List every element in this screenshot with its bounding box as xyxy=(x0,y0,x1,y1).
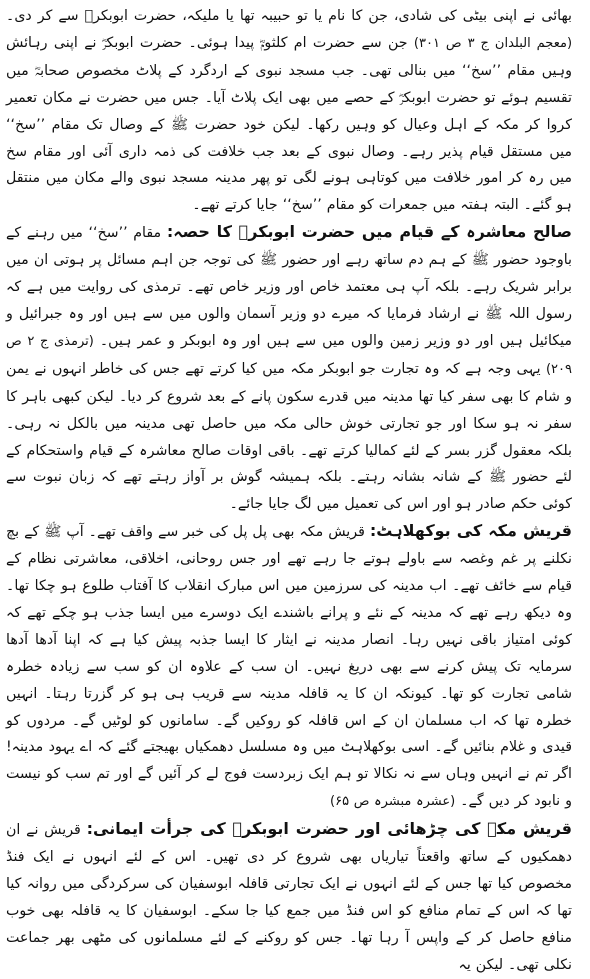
section-heading-quraish-bokhlahat: قریش مکہ کی بوکھلاہٹ: xyxy=(369,521,572,541)
paragraph-4 xyxy=(6,816,572,978)
paragraph-3-text: قریش مکہ بھی پل پل کی خبر سے واقف تھے۔ آپ ﷺ کے بچ نکلنے پر غم وغصہ سے باولے ہوتے جا رہے تھے اور جس روحانی، اخلاقی، معاشرتی نظام کے قیام سے خائف تھے۔ اب مدینہ کی سرزمین میں اس مبارک انقلاب کا آفتاب طلوع ہو چکا تھا۔ وہ دیکھ رہے تھے کہ مدینہ کے نئے و پرانے باشندے ایک دوسرے میں ایسا جذب ہو چکے تھے کہ کوئی امتیاز باقی نہیں رہا۔ انصار مدینہ نے ایثار کا ایسا جذبہ پیش کیا ہے کہ اپنا آدھا آدھا سرمایہ تک پیش کرنے سے بھی دریغ نہیں۔ ان سب کے علاوہ ان کو سب سے زیادہ خطرہ شامی تجارت کو تھا۔ کیونکہ ان کا یہ قافلہ مدینہ سے قریب ہی ہو کر گزرتا رہتا۔ انہیں خطرہ تھا کہ اب مسلمان ان کے اس قافلہ کو روکیں گے۔ سامانوں کو لوٹیں گے۔ مردوں کو قیدی و غلام بنائیں گے۔ اسی بوکھلاہٹ میں وہ مسلسل دھمکیاں بھیجتے گئے کہ اے یہود مدینہ! اگر تم نے انہیں وہاں سے نہ نکالا تو ہم ایک زبردست فوج لے کر آئیں گے اور تم سب کو نیست و نابود کر دیں گے۔ xyxy=(6,524,572,810)
paragraph-1 xyxy=(6,3,572,219)
citation-ashra-mubashra: (عشرہ مبشرہ ص ۶۵) xyxy=(330,794,456,810)
paragraph-4-text: قریش نے ان دھمکیوں کے ساتھ واقعتاً تیاریاں بھی شروع کر دی تھیں۔ اس کے لئے انہوں نے ایک فنڈ مخصوص کیا تھا جس کے لئے انہوں نے ایک تجارتی قافلہ ابوسفیان کی سرکردگی میں روانہ کیا تھا کہ اس کے تمام منافع کو اس فنڈ میں جمع کیا جا سکے۔ ابوسفیان کا یہ قافلہ بھی خوب منافع حاصل کر کے واپس آ رہا تھا۔ جس کو روکنے کے لئے مسلمانوں کی مٹھی بھر جماعت نکلی تھی۔ لیکن یہ xyxy=(6,822,572,973)
citation-mujam-al-buldan: (معجم البلدان ج ۳ ص ۳۰۱) xyxy=(413,35,573,51)
paragraph-1-text-b: جن سے حضرت ام کلثومؓ پیدا ہوئی۔ حضرت ابوبکرؓ نے اپنی رہائش وہیں مقام ’’سخ‘‘ میں بنالی تھی۔ جب مسجد نبوی کے اردگرد کے پلاٹ مخصوص صحابہؓ میں تقسیم ہوئے تو حضرت ابوبکرؓ کے حصے میں بھی ایک پلاٹ آیا۔ جس میں حضرت نے مکان تعمیر کروا کر مکہ کے اہل وعیال کو وہیں رکھا۔ لیکن خود حضرت ﷺ کے وصال تک مقام ’’سخ‘‘ میں مستقل قیام پذیر رہے۔ وصال نبوی کے بعد جب خلافت کی ذمہ داری آئی اور مقام سخ میں رہ کر امور خلافت میں کوتاہی ہونے لگی تو پھر مدینہ مسجد نبوی والے مکان میں منتقل ہو گئے۔ البتہ ہفتہ میں جمعرات کو مقام ’’سخ‘‘ جایا کرتے تھے۔ xyxy=(6,34,572,214)
section-heading-salih-muashra: صالح معاشرہ کے قیام میں حضرت ابوبکرؓ کا حصہ: xyxy=(166,222,572,242)
paragraph-2 xyxy=(6,219,572,518)
paragraph-2-text-b: یہی وجہ ہے کہ وہ تجارت جو ابوبکر مکہ میں کیا کرتے تھے جس کی خاطر انہوں نے یمن و شام کا بھی سفر کیا تھا مدینہ میں قدرے سکون پانے کے بعد شروع کر دیا۔ لیکن کبھی باہر کا سفر نہ ہو سکا اور جو تجارتی خوش حالی مکہ میں حاصل تھی مدینہ میں بالکل نہ رہی۔ بلکہ معقول گزر بسر کے لئے کمالیا کرتے تھے۔ باقی اوقات صالح معاشرہ کے قیام واستحکام کے لئے حضور ﷺ کے شانہ بشانہ رہتے۔ بلکہ ہمیشہ گوش بر آواز رہتے تھے کہ زبان نبوت سے کوئی حکم صادر ہو اور اس کی تعمیل میں لگ جایا جائے۔ xyxy=(6,360,572,513)
section-heading-quraish-charhai: قریش مکہ کی چڑھائی اور حضرت ابوبکرؓ کی جرأت ایمانی: xyxy=(86,819,572,839)
citation-tirmidhi: (ترمذی ج ۲ ص ۲۰۹) xyxy=(6,333,572,377)
paragraph-3 xyxy=(6,518,572,816)
paragraph-2-text: مقام ’’سخ‘‘ میں رہنے کے باوجود حضور ﷺ کے ہم دم ساتھ رہے اور حضور ﷺ کی توجہ جن اہم مسائل پر ہوتی ان میں برابر شریک رہے۔ بلکہ آپ ہی معتمد خاص اور وزیر خاص تھے۔ ترمذی کی روایت میں ہے کہ رسول اللہ ﷺ نے ارشاد فرمایا کہ میرے دو وزیر آسمان والوں میں سے ہیں اور وہ جبرائیل و میکائیل ہیں اور دو وزیر زمین والوں میں سے ہیں اور وہ ابوبکر و عمر ہیں۔ xyxy=(6,225,573,349)
paragraph-1-text-a: بھائی نے اپنی بیٹی کی شادی، جن کا نام یا تو حبیبہ تھا یا ملیکہ، حضرت ابوبکرؓ سے کر دی۔ xyxy=(6,8,572,24)
